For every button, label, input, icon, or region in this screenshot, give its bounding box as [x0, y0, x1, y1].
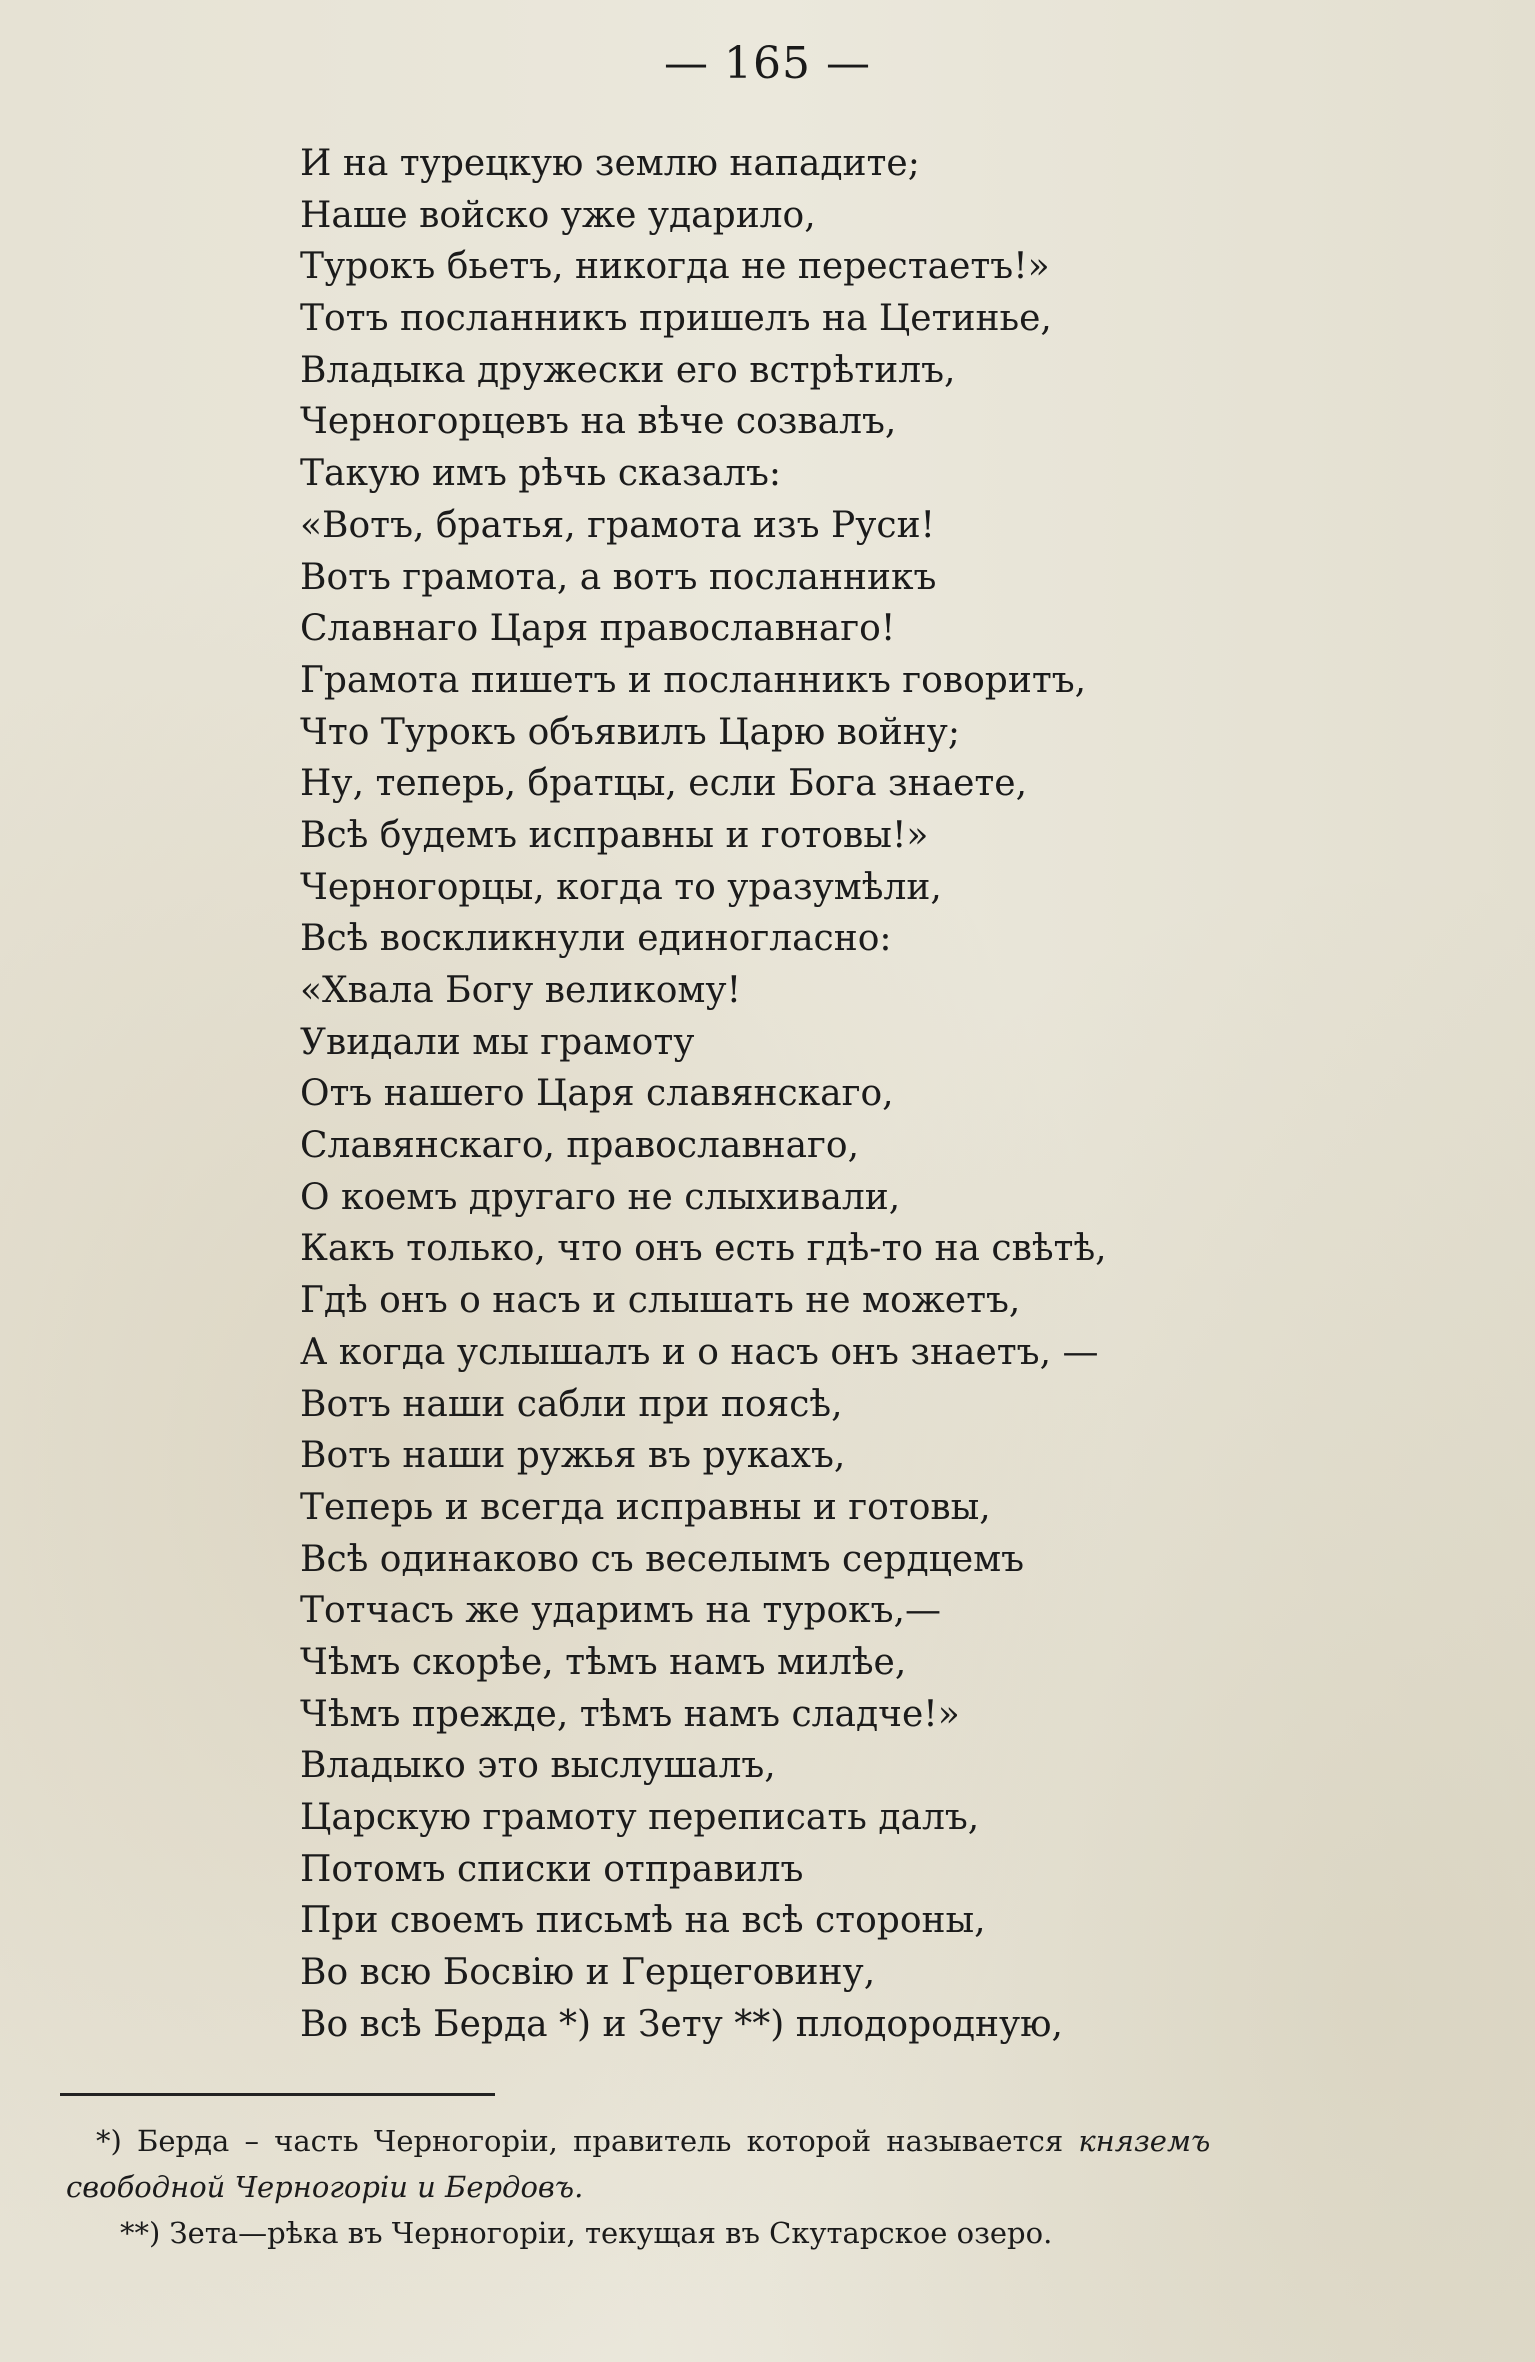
verse-line: О коемъ другаго не слыхивали, — [300, 1176, 901, 1218]
verse-line: Славнаго Царя православнаго! — [300, 608, 896, 650]
footnote-2-mark: **) — [120, 2216, 161, 2250]
footnote-1-mark: *) — [96, 2124, 122, 2158]
verse-line: Грамота пишетъ и посланникъ говоритъ, — [300, 659, 1087, 701]
verse-line: Всѣ будемъ исправны и готовы!» — [300, 814, 929, 856]
poem-verses — [300, 138, 1450, 2050]
footnote-separator — [60, 2093, 495, 2096]
verse-line: Славянскаго, православнаго, — [300, 1125, 860, 1167]
verse-line: При своемъ письмѣ на всѣ стороны, — [300, 1900, 986, 1942]
footnote-2 — [66, 2210, 1486, 2256]
footnote-1-italic-a: княземъ — [1078, 2124, 1211, 2158]
verse-line: Вотъ наши ружья въ рукахъ, — [300, 1435, 846, 1477]
footnote-1-text: Берда – часть Черногоріи, правитель которой называется — [137, 2124, 1064, 2158]
verse-line: Такую имъ рѣчь сказалъ: — [300, 453, 782, 495]
verse-line: «Вотъ, братья, грамота изъ Руси! — [300, 504, 936, 546]
page-number: — 165 — — [664, 38, 871, 89]
verse-line: И на турецкую землю нападите; — [300, 143, 920, 184]
verse-line: Вотъ наши сабли при поясѣ, — [300, 1383, 843, 1425]
verse-line: А когда услышалъ и о насъ онъ знаетъ, — — [300, 1331, 1099, 1373]
verse-line: Владыко это выслушалъ, — [300, 1745, 776, 1787]
verse-line: Чѣмъ прежде, тѣмъ намъ сладче!» — [300, 1693, 960, 1735]
verse-line: Вотъ грамота, а вотъ посланникъ — [300, 556, 937, 598]
verse-line: Теперь и всегда исправны и готовы, — [300, 1486, 991, 1528]
verse-line: «Хвала Богу великому! — [300, 970, 742, 1011]
verse-line: Наше войско уже ударило, — [300, 194, 816, 236]
footnote-2-text: Зета—рѣка въ Черногоріи, текущая въ Скутарское озеро. — [169, 2216, 1053, 2250]
verse-line: Что Турокъ объявилъ Царю войну; — [300, 711, 960, 753]
footnotes — [66, 2118, 1486, 2256]
verse-line: Всѣ воскликнули единогласно: — [300, 918, 892, 960]
footnote-1 — [66, 2118, 1486, 2164]
verse-line: Тотъ посланникъ пришелъ на Цетинье, — [300, 298, 1052, 340]
verse-line: Турокъ бьетъ, никогда не перестаетъ!» — [300, 246, 1050, 288]
verse-line: Какъ только, что онъ есть гдѣ-то на свѣтѣ, — [300, 1228, 1107, 1270]
verse-line: Тотчасъ же ударимъ на турокъ,— — [300, 1590, 942, 1632]
verse-line: Всѣ одинаково съ веселымъ сердцемъ — [300, 1538, 1025, 1580]
verse-line: Отъ нашего Царя славянскаго, — [300, 1073, 894, 1115]
verse-line: Увидали мы грамоту — [300, 1021, 695, 1063]
verse-line: Владыка дружески его встрѣтилъ, — [300, 349, 956, 391]
verse-line: Во всѣ Берда *) и Зету **) плодородную, — [300, 2003, 1063, 2045]
verse-line: Гдѣ онъ о насъ и слышать не можетъ, — [300, 1280, 1021, 1322]
verse-line: Черногорцы, когда то уразумѣли, — [300, 866, 942, 908]
verse-line: Во всю Босвію и Герцеговину, — [300, 1952, 876, 1994]
verse-line: Царскую грамоту переписать далъ, — [300, 1797, 980, 1838]
footnote-1-italic-b: свободной Черногоріи и Бердовъ. — [66, 2170, 584, 2204]
verse-line: Ну, теперь, братцы, если Бога знаете, — [300, 763, 1028, 805]
verse-line: Черногорцевъ на вѣче созвалъ, — [300, 401, 897, 443]
verse-line: Потомъ списки отправилъ — [300, 1848, 804, 1890]
verse-line: Чѣмъ скорѣе, тѣмъ намъ милѣе, — [300, 1641, 907, 1683]
